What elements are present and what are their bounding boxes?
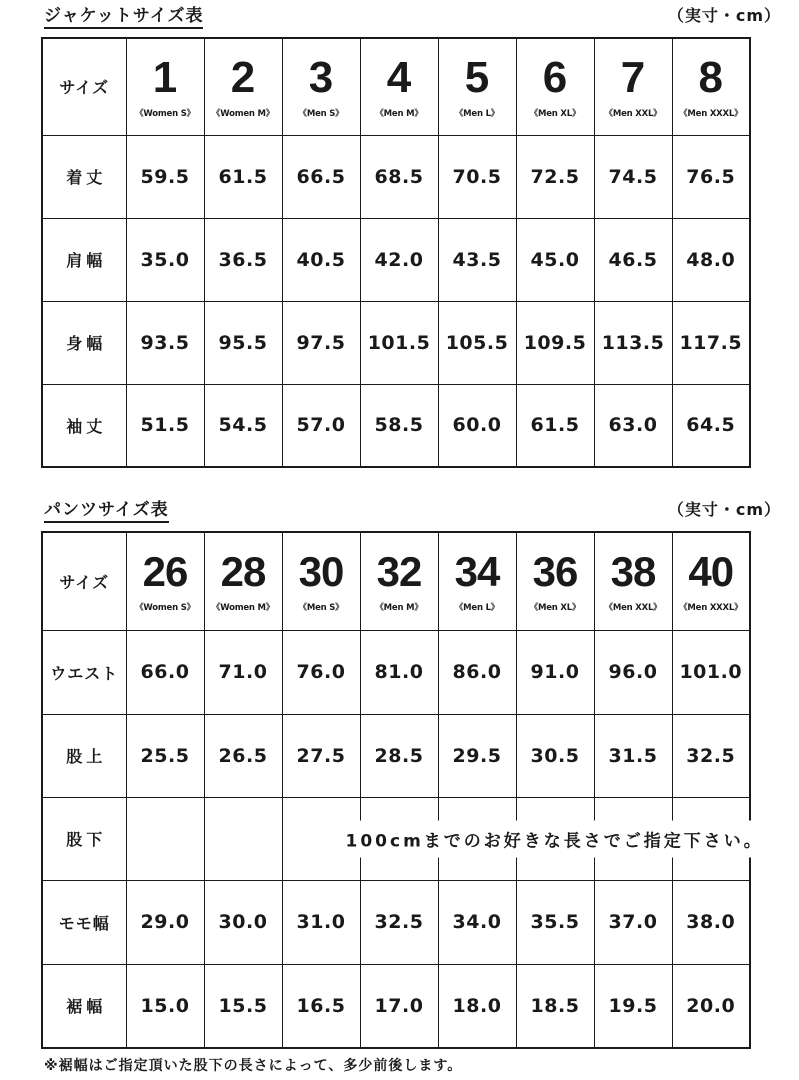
pants-size-col-26 bbox=[126, 532, 204, 630]
table-cell: 18.0 bbox=[438, 964, 516, 1048]
table-cell: 91.0 bbox=[516, 630, 594, 714]
size-label: 《Men XXXL》 bbox=[679, 108, 743, 119]
jacket-size-col-3 bbox=[282, 38, 360, 135]
pants-row-hem bbox=[42, 964, 750, 1048]
table-cell: 36.5 bbox=[204, 218, 282, 301]
table-cell: 20.0 bbox=[672, 964, 750, 1048]
jacket-size-header-label: サイズ bbox=[42, 38, 126, 135]
pants-row-inseam bbox=[42, 797, 750, 880]
pants-size-col-30 bbox=[282, 532, 360, 630]
pants-size-col-40 bbox=[672, 532, 750, 630]
table-cell: 30.0 bbox=[204, 880, 282, 964]
row-label: モモ幅 bbox=[42, 880, 126, 964]
size-number: 32 bbox=[376, 548, 422, 596]
jacket-unit-label: （実寸・cm） bbox=[667, 6, 781, 25]
table-cell: 61.5 bbox=[204, 135, 282, 218]
table-cell: 43.5 bbox=[438, 218, 516, 301]
jacket-size-col-1 bbox=[126, 38, 204, 135]
row-label: 着丈 bbox=[42, 135, 126, 218]
table-cell: 54.5 bbox=[204, 384, 282, 467]
table-cell: 93.5 bbox=[126, 301, 204, 384]
table-cell: 35.5 bbox=[516, 880, 594, 964]
size-label: 《Women M》 bbox=[211, 108, 275, 119]
size-label: 《Men M》 bbox=[375, 603, 423, 614]
table-cell: 72.5 bbox=[516, 135, 594, 218]
size-label: 《Men S》 bbox=[298, 108, 344, 119]
size-number: 26 bbox=[142, 548, 188, 596]
size-number: 7 bbox=[620, 52, 646, 102]
row-label: 股上 bbox=[42, 714, 126, 797]
table-cell: 105.5 bbox=[438, 301, 516, 384]
table-cell: 86.0 bbox=[438, 630, 516, 714]
table-cell: 95.5 bbox=[204, 301, 282, 384]
pants-row-waist bbox=[42, 630, 750, 714]
table-cell bbox=[126, 797, 764, 880]
pants-size-col-36 bbox=[516, 532, 594, 630]
table-cell: 30.5 bbox=[516, 714, 594, 797]
table-cell: 26.5 bbox=[204, 714, 282, 797]
table-cell: 61.5 bbox=[516, 384, 594, 467]
table-cell: 29.5 bbox=[438, 714, 516, 797]
table-cell: 59.5 bbox=[126, 135, 204, 218]
size-label: 《Women M》 bbox=[211, 603, 275, 614]
table-cell: 66.0 bbox=[126, 630, 204, 714]
size-number: 2 bbox=[230, 52, 256, 102]
size-number: 34 bbox=[454, 548, 500, 596]
size-number: 8 bbox=[698, 52, 723, 102]
inseam-note: 100cmまでのお好きな長さでご指定下さい。 bbox=[332, 820, 778, 857]
jacket-section-title: ジャケットサイズ表 bbox=[44, 6, 203, 29]
pants-size-col-28 bbox=[204, 532, 282, 630]
size-label: 《Men XXL》 bbox=[604, 108, 662, 119]
table-cell: 17.0 bbox=[360, 964, 438, 1048]
table-cell: 18.5 bbox=[516, 964, 594, 1048]
jacket-size-table bbox=[41, 37, 751, 468]
row-label: 身幅 bbox=[42, 301, 126, 384]
size-label: 《Men XL》 bbox=[529, 108, 581, 119]
size-number: 3 bbox=[308, 52, 334, 102]
pants-size-col-32 bbox=[360, 532, 438, 630]
size-label: 《Men M》 bbox=[375, 108, 423, 119]
size-number: 4 bbox=[386, 52, 412, 102]
size-number: 30 bbox=[298, 548, 344, 596]
size-number: 5 bbox=[464, 52, 490, 102]
row-label: 股下 bbox=[42, 797, 126, 880]
table-cell: 32.5 bbox=[672, 714, 750, 797]
size-label: 《Men XXXL》 bbox=[679, 603, 743, 614]
jacket-size-col-4 bbox=[360, 38, 438, 135]
jacket-row-chest bbox=[42, 301, 750, 384]
size-label: 《Women S》 bbox=[135, 108, 195, 119]
table-cell: 40.5 bbox=[282, 218, 360, 301]
size-label: 《Men L》 bbox=[454, 108, 500, 119]
table-cell: 101.0 bbox=[672, 630, 750, 714]
table-cell: 97.5 bbox=[282, 301, 360, 384]
row-label: ウエスト bbox=[42, 630, 126, 714]
row-label: 袖丈 bbox=[42, 384, 126, 467]
table-cell: 76.5 bbox=[672, 135, 750, 218]
size-number: 38 bbox=[610, 548, 656, 596]
jacket-size-col-7 bbox=[594, 38, 672, 135]
size-label: 《Men S》 bbox=[298, 603, 344, 614]
pants-unit-label: （実寸・cm） bbox=[667, 500, 781, 519]
table-cell: 101.5 bbox=[360, 301, 438, 384]
table-cell: 45.0 bbox=[516, 218, 594, 301]
jacket-size-col-8 bbox=[672, 38, 750, 135]
jacket-row-sleeve bbox=[42, 384, 750, 467]
jacket-size-col-6 bbox=[516, 38, 594, 135]
pants-row-rise bbox=[42, 714, 750, 797]
table-cell: 28.5 bbox=[360, 714, 438, 797]
table-cell: 48.0 bbox=[672, 218, 750, 301]
pants-row-thigh bbox=[42, 880, 750, 964]
size-number: 36 bbox=[532, 548, 578, 596]
size-label: 《Women S》 bbox=[135, 603, 195, 614]
table-cell: 51.5 bbox=[126, 384, 204, 467]
size-number: 28 bbox=[220, 548, 266, 596]
table-cell: 76.0 bbox=[282, 630, 360, 714]
table-cell: 113.5 bbox=[594, 301, 672, 384]
row-label: 肩幅 bbox=[42, 218, 126, 301]
table-cell: 68.5 bbox=[360, 135, 438, 218]
table-cell: 38.0 bbox=[672, 880, 750, 964]
table-cell: 32.5 bbox=[360, 880, 438, 964]
size-number: 6 bbox=[542, 52, 568, 102]
table-cell: 34.0 bbox=[438, 880, 516, 964]
size-number: 1 bbox=[152, 52, 178, 102]
table-cell: 29.0 bbox=[126, 880, 204, 964]
table-cell: 74.5 bbox=[594, 135, 672, 218]
table-cell: 64.5 bbox=[672, 384, 750, 467]
table-cell: 15.5 bbox=[204, 964, 282, 1048]
jacket-row-shoulder bbox=[42, 218, 750, 301]
jacket-size-col-5 bbox=[438, 38, 516, 135]
table-cell: 15.0 bbox=[126, 964, 204, 1048]
table-cell: 25.5 bbox=[126, 714, 204, 797]
table-cell: 19.5 bbox=[594, 964, 672, 1048]
size-label: 《Men XXL》 bbox=[604, 603, 662, 614]
table-cell: 71.0 bbox=[204, 630, 282, 714]
table-cell: 37.0 bbox=[594, 880, 672, 964]
table-cell: 81.0 bbox=[360, 630, 438, 714]
size-label: 《Men L》 bbox=[454, 603, 500, 614]
table-cell: 42.0 bbox=[360, 218, 438, 301]
pants-size-table bbox=[41, 531, 764, 1049]
table-cell bbox=[204, 797, 282, 880]
size-number: 40 bbox=[688, 548, 734, 596]
table-cell: 66.5 bbox=[282, 135, 360, 218]
table-cell: 117.5 bbox=[672, 301, 750, 384]
pants-size-header-label: サイズ bbox=[42, 532, 126, 630]
table-cell: 31.0 bbox=[282, 880, 360, 964]
table-cell: 27.5 bbox=[282, 714, 360, 797]
table-cell: 31.5 bbox=[594, 714, 672, 797]
pants-size-col-34 bbox=[438, 532, 516, 630]
table-cell: 46.5 bbox=[594, 218, 672, 301]
row-label: 裾幅 bbox=[42, 964, 126, 1048]
footnote: ※裾幅はご指定頂いた股下の長さによって、多少前後します。 bbox=[44, 1058, 463, 1074]
table-cell: 16.5 bbox=[282, 964, 360, 1048]
table-cell: 109.5 bbox=[516, 301, 594, 384]
jacket-size-col-2 bbox=[204, 38, 282, 135]
jacket-header-row bbox=[42, 38, 750, 135]
pants-header-row bbox=[42, 532, 750, 630]
table-cell: 35.0 bbox=[126, 218, 204, 301]
table-cell: 63.0 bbox=[594, 384, 672, 467]
table-cell: 96.0 bbox=[594, 630, 672, 714]
table-cell: 57.0 bbox=[282, 384, 360, 467]
size-label: 《Men XL》 bbox=[529, 603, 581, 614]
table-cell: 60.0 bbox=[438, 384, 516, 467]
pants-section-title: パンツサイズ表 bbox=[44, 500, 169, 523]
table-cell: 58.5 bbox=[360, 384, 438, 467]
pants-size-col-38 bbox=[594, 532, 672, 630]
table-cell: 70.5 bbox=[438, 135, 516, 218]
jacket-row-length bbox=[42, 135, 750, 218]
